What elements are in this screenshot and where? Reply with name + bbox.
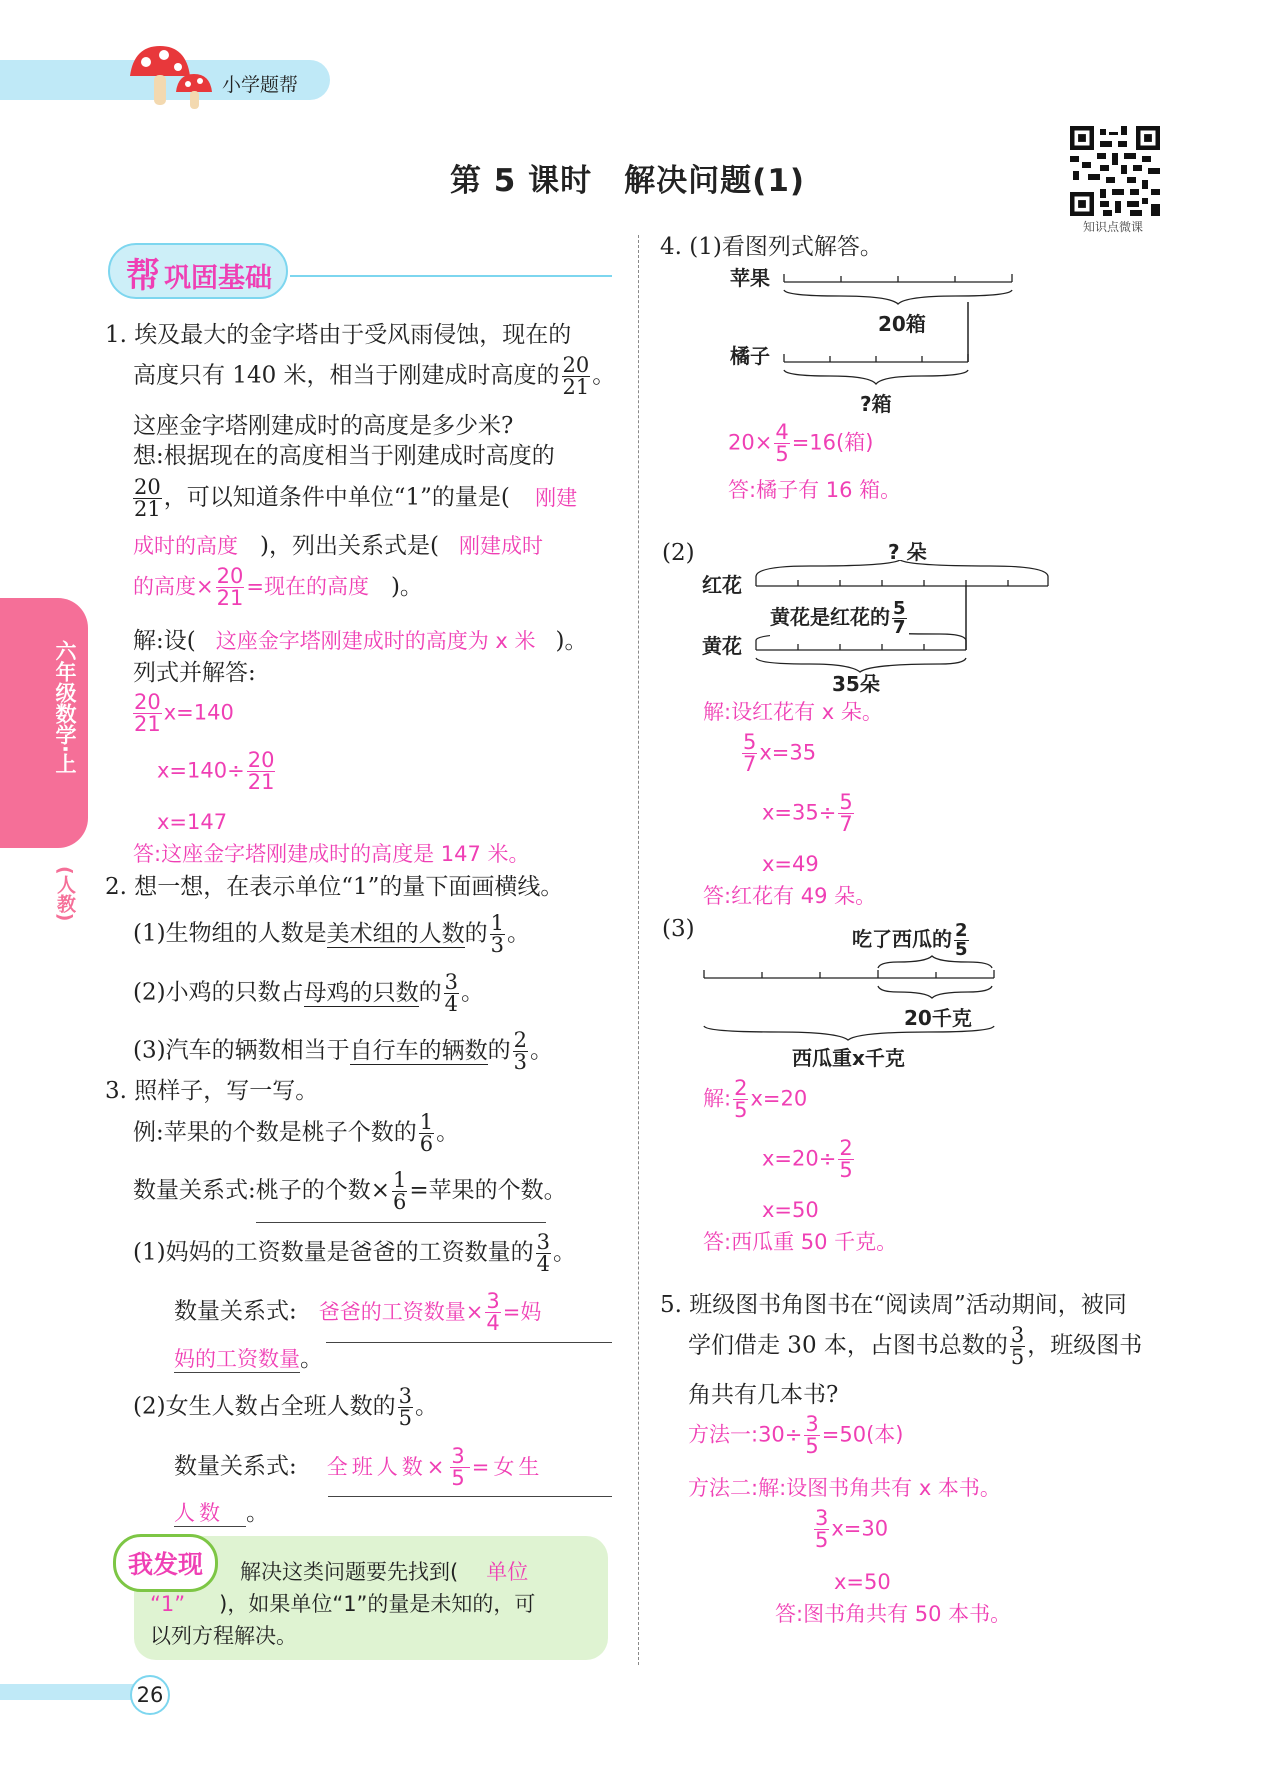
q4-yellow-note: 黄花是红花的 $\frac{5}{7}$ — [770, 600, 909, 637]
discover-line2: “1” )，如果单位“1”的量是未知的，可 — [150, 1592, 536, 1616]
mushroom-icon — [126, 42, 216, 112]
q4-apple-label: 苹果 — [730, 266, 770, 290]
qr-code-icon — [1070, 126, 1160, 216]
q5-method1: 方法一:30÷ $\frac{3}{5}$ =50(本) — [688, 1412, 904, 1458]
discover-badge: 我发现 — [113, 1534, 218, 1592]
q3-example-rule — [256, 1222, 546, 1223]
q2-title: 2. 想一想，在表示单位“1”的量下面画横线。 — [105, 874, 564, 900]
q1-step1: $\frac{20}{21}$ x=140 — [134, 690, 234, 736]
q4-step2a: 解:设红花有 x 朵。 — [703, 700, 883, 724]
side-tab-edition: (人教) — [54, 866, 76, 922]
q3-item1-relation: 数量关系式: 爸爸的工资数量× $\frac{3}{4}$ =妈 — [174, 1289, 542, 1335]
discover-line3: 以列方程解决。 — [150, 1624, 297, 1648]
column-divider — [638, 235, 639, 1665]
q4-total-label: 20箱 — [878, 312, 926, 336]
q1-line2: 高度只有 140 米，相当于刚建成时高度的 $\frac{20}{21}$ 。 — [133, 353, 616, 399]
q4-part3-label: (3) — [662, 916, 695, 942]
side-tab-grade: 六年级数学·上 — [53, 640, 77, 774]
q3-answer2-rule — [328, 1496, 612, 1497]
q4-unknown-label: ?箱 — [860, 392, 892, 416]
q5-line3: 角共有几本书? — [688, 1382, 839, 1408]
q1-line4: 想:根据现在的高度相当于刚建成时高度的 — [133, 443, 555, 469]
q3-answer2b: 人数 — [174, 1501, 246, 1527]
q4-kg-label: 20千克 — [904, 1006, 972, 1030]
brand-name: 小学题帮 — [222, 74, 299, 96]
q4-answer2: 答:红花有 49 朵。 — [703, 884, 877, 908]
q1-step2: x=140÷ $\frac{20}{21}$ — [157, 748, 275, 794]
section-badge-mark: 帮 — [126, 256, 160, 296]
q3-item2: (2)女生人数占全班人数的 $\frac{3}{5}$ 。 — [133, 1384, 438, 1430]
discover-line1: 解决这类问题要先找到( 单位 — [240, 1560, 529, 1584]
q4-step2d: x=49 — [762, 852, 819, 876]
q4-step1: 20× $\frac{4}{5}$ =16(箱) — [728, 420, 874, 466]
q1-answer-unit-b: 成时的高度 — [133, 534, 238, 558]
q1-line5: $\frac{20}{21}$ ，可以知道条件中单位“1”的量是( 刚建 — [134, 475, 578, 521]
q4-melon-label: 西瓜重x千克 — [792, 1046, 905, 1070]
q3-answer2a: 全班人数× $\frac{3}{5}$ =女生 — [326, 1444, 544, 1490]
q3-title: 3. 照样子，写一写。 — [105, 1078, 319, 1104]
q2-item1: (1)生物组的人数是美术组的人数的 $\frac{1}{3}$ 。 — [133, 911, 530, 957]
q4-step2b: $\frac{5}{7}$ x=35 — [743, 730, 817, 776]
footer-bar — [0, 1684, 140, 1700]
section-rule — [290, 275, 612, 277]
section-title: 巩固基础 — [164, 263, 272, 294]
q4-eat-label: 吃了西瓜的 $\frac{2}{5}$ — [852, 920, 968, 960]
q4-red-total: ? 朵 — [888, 540, 927, 564]
q1-line3: 这座金字塔刚建成时的高度是多少米? — [133, 413, 514, 439]
qr-caption: 知识点微课 — [1083, 220, 1144, 234]
q5-line2: 学们借走 30 本，占图书总数的 $\frac{3}{5}$ ，班级图书 — [688, 1323, 1143, 1369]
q4-red-label: 红花 — [702, 573, 742, 597]
q5-answer: 答:图书角共有 50 本书。 — [775, 1602, 1012, 1626]
q3-item2-relation-end: 人数 。 — [174, 1500, 269, 1526]
q1-answer-unit-a: 刚建 — [535, 485, 578, 510]
q1-line9: 列式并解答: — [133, 660, 256, 686]
q1-answer-rel-a: 刚建成时 — [458, 534, 543, 558]
q4-answer3: 答:西瓜重 50 千克。 — [703, 1230, 898, 1254]
q4-yellow-label: 黄花 — [702, 634, 742, 658]
q3-answer1b: 妈的工资数量 — [174, 1347, 300, 1373]
q4-title: 4. (1)看图列式解答。 — [660, 234, 883, 260]
q3-item2-relation: 数量关系式: 全班人数× $\frac{3}{5}$ =女生 — [174, 1444, 544, 1490]
q4-part2-label: (2) — [662, 540, 695, 566]
q2-item2: (2)小鸡的只数占母鸡的只数的 $\frac{3}{4}$ 。 — [133, 970, 484, 1016]
q1-line1: 1. 埃及最大的金字塔由于受风雨侵蚀，现在的 — [105, 322, 572, 348]
q3-example: 例:苹果的个数是桃子个数的 $\frac{1}{6}$ 。 — [133, 1110, 460, 1156]
q5-method2-step2: x=50 — [834, 1570, 891, 1594]
q1-line6: 成时的高度 )，列出关系式是( 刚建成时 — [133, 533, 543, 559]
q1-answer-let: 这座金字塔刚建成时的高度为 x 米 — [215, 629, 536, 653]
q5-line1: 5. 班级图书角图书在“阅读周”活动期间，被同 — [660, 1292, 1127, 1318]
q3-answer1-rule — [326, 1342, 612, 1343]
q5-method2: 方法二:解:设图书角共有 x 本书。 — [688, 1476, 1001, 1500]
q3-item1: (1)妈妈的工资数量是爸爸的工资数量的 $\frac{3}{4}$ 。 — [133, 1230, 576, 1276]
q4-orange-label: 橘子 — [730, 344, 770, 368]
q3-answer1a: 爸爸的工资数量× $\frac{3}{4}$ =妈 — [318, 1289, 542, 1335]
q4-yellow-count: 35朵 — [832, 672, 880, 696]
q1-line8: 解:设( 这座金字塔刚建成时的高度为 x 米 )。 — [133, 628, 588, 654]
q2-item3: (3)汽车的辆数相当于自行车的辆数的 $\frac{2}{3}$ 。 — [133, 1028, 553, 1074]
q3-example-relation: 数量关系式:桃子的个数× $\frac{1}{6}$ =苹果的个数。 — [133, 1168, 567, 1214]
q4-answer1: 答:橘子有 16 箱。 — [728, 478, 902, 502]
q1-step3: x=147 — [157, 810, 228, 834]
q3-item1-relation-end: 妈的工资数量。 — [174, 1346, 323, 1372]
q1-answer: 答:这座金字塔刚建成时的高度是 147 米。 — [133, 842, 530, 866]
q5-method2-step1: $\frac{3}{5}$ x=30 — [815, 1506, 889, 1552]
page-title: 第 5 课时 解决问题(1) — [450, 163, 806, 199]
q1-answer-rel-b: 的高度× $\frac{20}{21}$ =现在的高度 )。 — [133, 564, 423, 610]
q4-step3d: x=50 — [762, 1198, 819, 1222]
q4-step3c: x=20÷ $\frac{2}{5}$ — [762, 1136, 853, 1182]
page-number: 26 — [130, 1675, 170, 1715]
q4-step3a: 解: $\frac{2}{5}$ x=20 — [703, 1076, 808, 1122]
q4-step2c: x=35÷ $\frac{5}{7}$ — [762, 790, 853, 836]
q4-diagram3 — [698, 950, 1008, 1050]
